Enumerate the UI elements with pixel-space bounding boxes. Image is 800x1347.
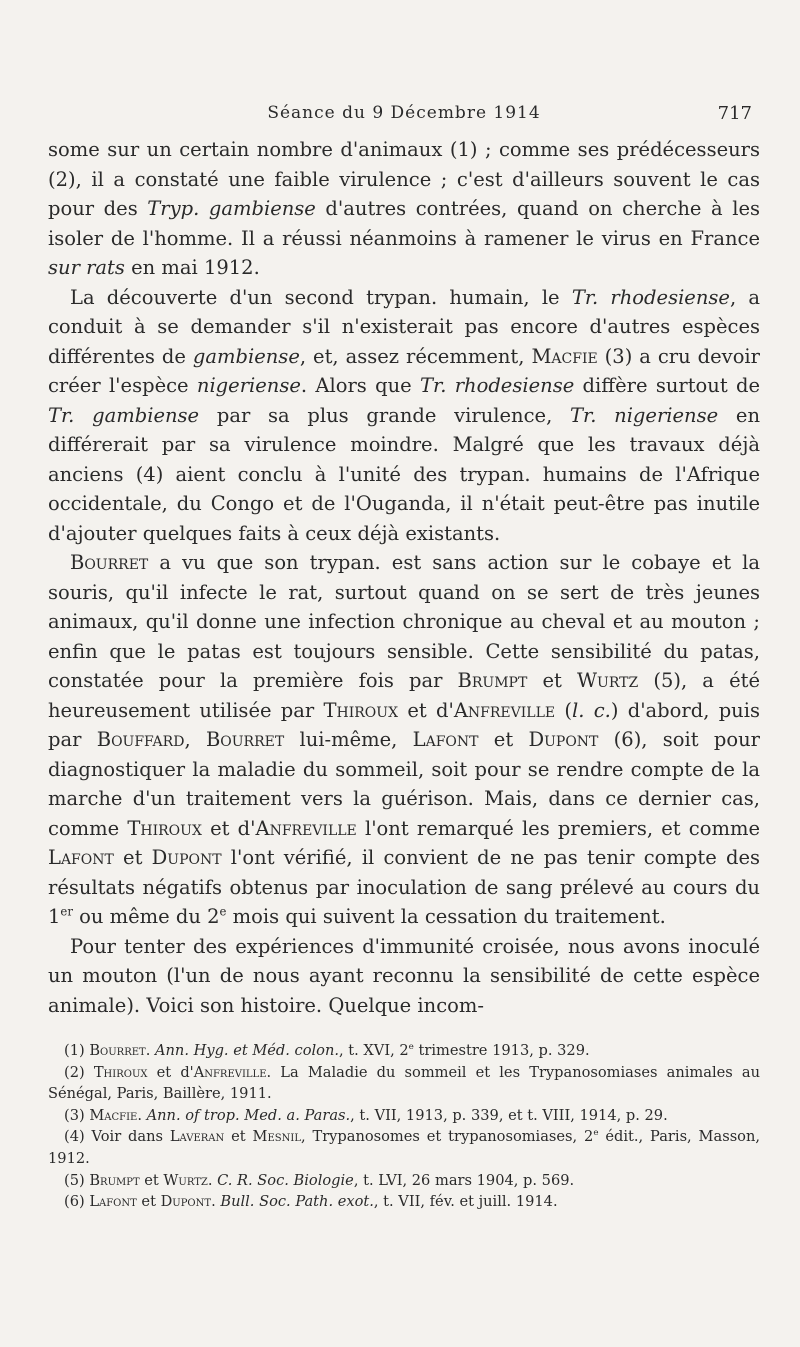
text-run: Lafont: [89, 1193, 137, 1211]
text-run: Mesnil: [252, 1128, 301, 1146]
text-run: . La Maladie du sommeil et les Trypanosomiases animales au Sénégal, Paris, Baillère, 1911.: [48, 1063, 760, 1103]
text-run: Tr. gambiense: [48, 403, 200, 427]
text-run: et d': [147, 1063, 194, 1081]
text-run: Tryp. gambiense: [147, 197, 316, 220]
text-run: l'ont vérifié, il convient de ne pas tenir compte des résultats négatifs obtenus par inoculation de sang prélevé au cours du 1: [48, 846, 760, 928]
text-run: et d': [398, 698, 454, 722]
text-run: nigeriense: [196, 374, 301, 397]
text-run: et: [478, 728, 529, 751]
text-run: e: [219, 904, 227, 919]
text-run: (3): [64, 1106, 90, 1124]
text-run: (2): [64, 1063, 94, 1081]
text-run: lui-même,: [284, 728, 413, 751]
text-run: Dupont: [151, 846, 222, 869]
text-run: Anfreville: [255, 816, 357, 840]
text-run: Ann. Hyg. et Méd. colon.: [154, 1042, 339, 1059]
text-run: Laveran: [169, 1128, 225, 1146]
text-run: Thiroux: [323, 698, 399, 722]
text-run: Brumpt: [89, 1171, 140, 1189]
text-run: gambiense: [192, 344, 300, 368]
text-run: et d': [201, 816, 256, 840]
footnote: [48, 1191, 760, 1213]
text-run: , Trypanosomes et trypanosomiases, 2: [300, 1128, 594, 1146]
paragraph: [48, 932, 760, 1021]
page-header: [48, 95, 760, 135]
text-run: (6): [64, 1193, 90, 1211]
text-run: , t. XVI, 2: [338, 1042, 409, 1059]
text-run: , a conduit à se demander s'il n'existerait pas encore d'autres espèces différentes de: [48, 285, 761, 368]
text-run: Bouffard: [96, 728, 185, 751]
footnote: [48, 1040, 760, 1062]
text-run: mois qui suivent la cessation du traitement.: [226, 905, 666, 928]
text-run: en différerait par sa virulence moindre. Malgré que les travaux déjà anciens (4) aient conclu à l'unité des trypan. humains de l'Afrique occidentale, du Congo et de l'Ouganda, il n'était peut-être pas inutile d'ajouter quelques faits à ceux déjà existants.: [48, 403, 761, 545]
text-run: Ann. of trop. Med. a. Paras.: [146, 1106, 351, 1124]
text-run: La découverte d'un second trypan. humain, le: [70, 285, 572, 309]
paragraph: [48, 283, 760, 549]
page-number: 717: [717, 103, 752, 124]
text-run: Anfreville: [453, 698, 556, 722]
text-run: Tr. rhodesiense: [420, 374, 575, 397]
text-run: C. R. Soc. Biologie: [217, 1171, 354, 1189]
footnote: [48, 1170, 760, 1192]
text-run: sur rats: [48, 256, 125, 279]
text-run: e: [593, 1128, 599, 1139]
text-run: et: [113, 846, 152, 869]
text-run: (6), soit pour diagnostiquer la maladie du sommeil, soit pour se rendre compte de la marche d'un traitement vers la guérison. Mais, dans ce dernier cas, comme: [48, 728, 761, 840]
text-run: et: [527, 669, 577, 692]
text-run: (5), a été heureusement utilisée par: [48, 669, 760, 722]
text-run: et: [136, 1193, 161, 1211]
text-run: Macfie: [89, 1106, 138, 1124]
text-run: ,: [184, 728, 206, 751]
text-run: Thiroux: [93, 1063, 148, 1081]
text-run: Wurtz: [163, 1171, 208, 1189]
text-run: Macfie: [531, 344, 598, 368]
paragraph: [48, 548, 760, 932]
text-run: , et, assez récemment,: [299, 344, 532, 368]
text-run: Bourret: [89, 1042, 146, 1059]
text-run: Brumpt: [457, 669, 528, 692]
text-run: en mai 1912.: [124, 256, 260, 279]
footnote: [48, 1126, 760, 1169]
text-run: Wurtz: [576, 669, 639, 692]
text-run: Tr. rhodesiense: [571, 285, 730, 309]
text-run: Bourret: [70, 551, 149, 574]
text-run: e: [408, 1042, 414, 1053]
text-run: , t. LVI, 26 mars 1904, p. 569.: [353, 1171, 575, 1189]
text-run: , t. VII, 1913, p. 339, et t. VIII, 1914, p. 29.: [350, 1106, 668, 1124]
text-run: Lafont: [48, 846, 114, 869]
text-run: Lafont: [412, 728, 479, 751]
text-run: et: [139, 1171, 164, 1189]
text-run: . Alors que: [300, 374, 421, 397]
text-run: (: [555, 698, 572, 722]
text-run: Tr. nigeriense: [570, 403, 719, 427]
text-run: (1): [64, 1042, 90, 1059]
body-text: [48, 135, 760, 1020]
text-run: (4) Voir dans: [64, 1128, 170, 1146]
text-run: some sur un certain nombre d'animaux (1) ; comme ses prédécesseurs (2), il a constaté une faible virulence ; c'est d'ailleurs souvent le cas pour des: [48, 138, 760, 220]
text-run: Pour tenter des expériences d'immunité croisée, nous avons inoculé un mouton (l'un de nous ayant reconnu la sensibilité de cette espèce animale). Voici son histoire. Quelque incom-: [48, 934, 760, 1017]
text-run: .: [145, 1042, 155, 1059]
text-run: er: [60, 904, 73, 919]
text-run: Bull. Soc. Path. exot.: [220, 1193, 374, 1211]
footnote: [48, 1105, 760, 1127]
running-head: Séance du 9 Décembre 1914: [267, 103, 541, 123]
text-run: diffère surtout de: [574, 374, 761, 397]
text-run: (5): [64, 1171, 90, 1189]
text-run: trimestre 1913, p. 329.: [413, 1042, 590, 1059]
text-run: .: [207, 1171, 218, 1189]
text-run: .: [137, 1106, 147, 1124]
text-run: , t. VII, fév. et juill. 1914.: [373, 1193, 558, 1211]
text-run: l. c.: [571, 698, 611, 722]
text-run: a vu que son trypan. est sans action sur le cobaye et la souris, qu'il infecte le rat, surtout quand on se sert de très jeunes animaux, qu'il donne une infection chronique au cheval et au mouton ; enfin que le patas est toujours sensible. Cette sensibilité du patas, constatée pour la première fois par: [48, 551, 760, 692]
text-run: .: [211, 1193, 221, 1211]
text-run: (3) a cru devoir créer l'espèce: [48, 344, 760, 397]
text-run: Anfreville: [193, 1063, 267, 1081]
text-run: Bourret: [205, 728, 285, 751]
text-run: Dupont: [528, 728, 599, 751]
text-run: Thiroux: [127, 816, 202, 840]
text-run: par sa plus grande virulence,: [199, 403, 571, 427]
text-run: l'ont remarqué les premiers, et comme: [356, 816, 760, 840]
footnotes: [48, 1040, 760, 1213]
text-run: d'autres contrées, quand on cherche à les isoler de l'homme. Il a réussi néanmoins à ramener le virus en France: [48, 197, 760, 250]
text-run: Dupont: [160, 1193, 212, 1211]
text-run: édit., Paris, Masson, 1912.: [48, 1128, 761, 1167]
footnote: [48, 1062, 760, 1105]
paragraph: [48, 135, 760, 283]
page: [48, 95, 760, 1213]
text-run: ) d'abord, puis par: [48, 698, 760, 751]
text-run: ou même du 2: [72, 905, 220, 928]
text-run: et: [224, 1128, 253, 1146]
